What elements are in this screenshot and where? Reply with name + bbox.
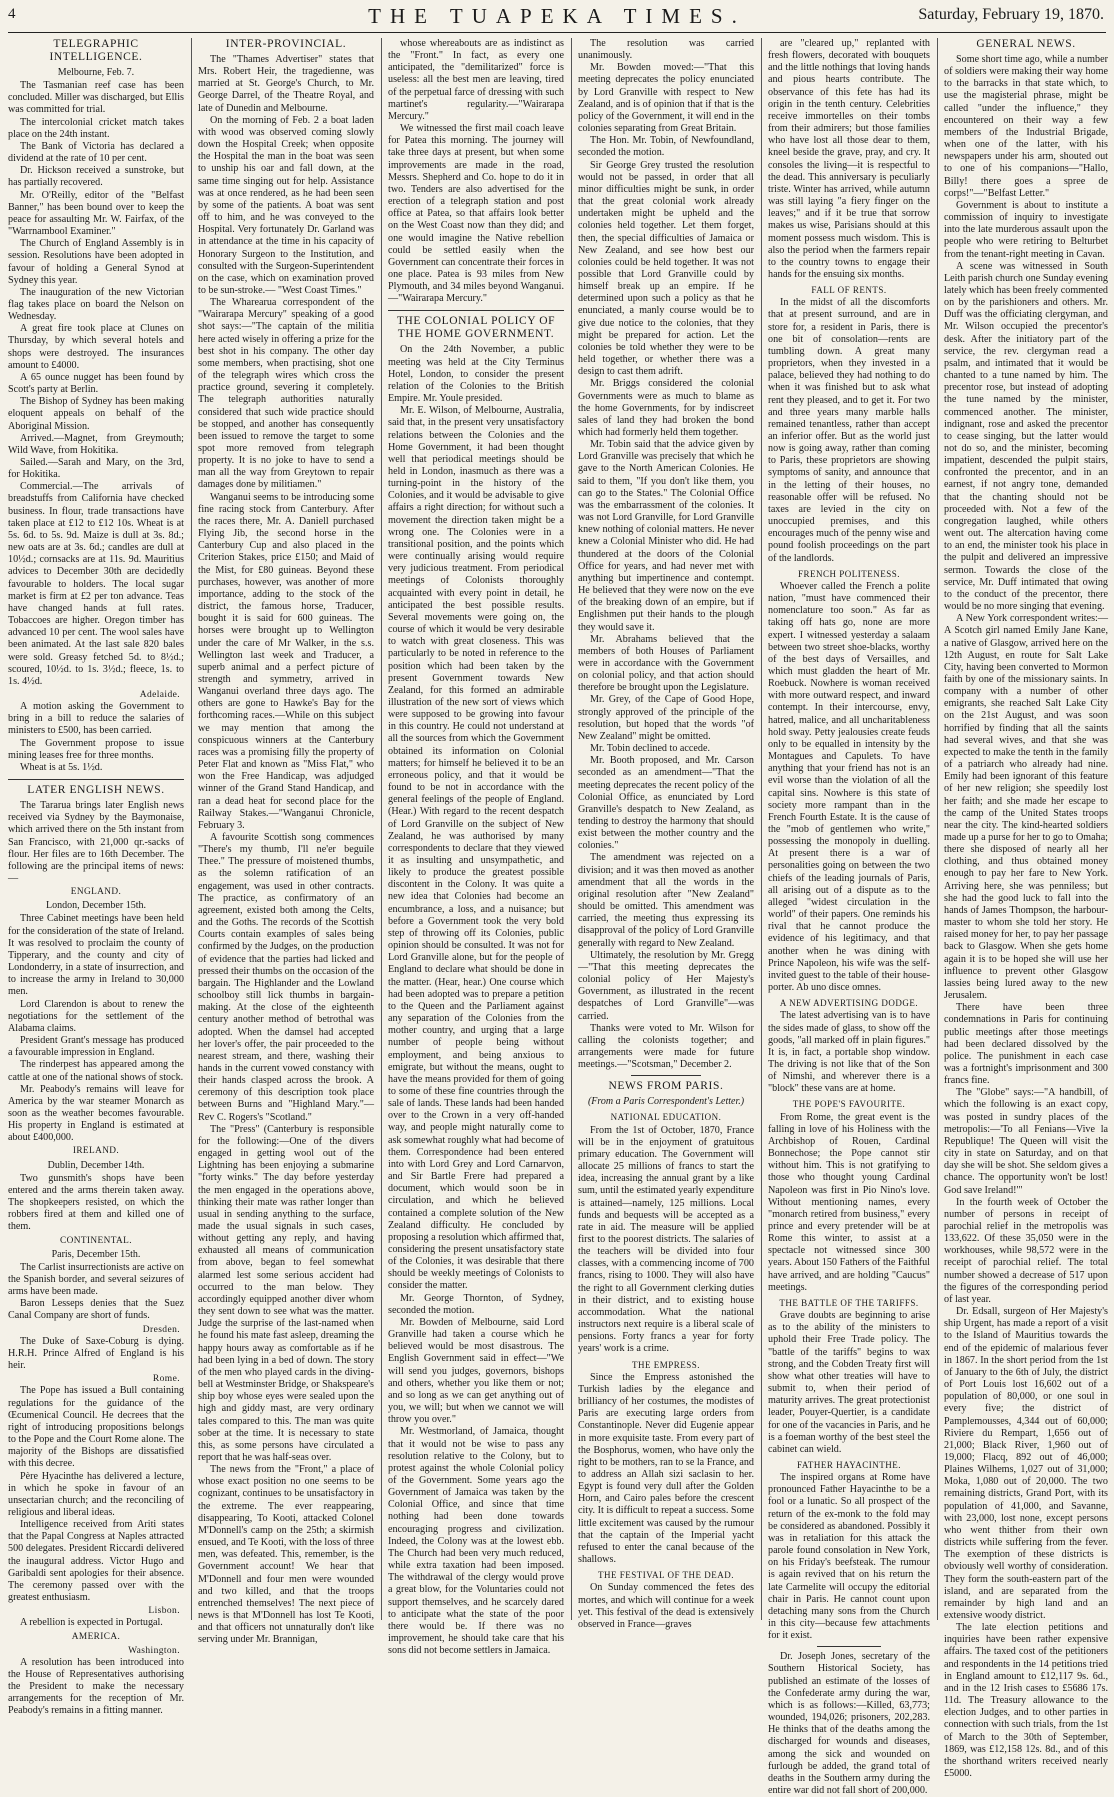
inter-provincial-continued (388, 38, 564, 305)
article-paragraph: Wanganui seems to be introducing some fine racing stock from Canterbury. After the races there, Mr. A. Daniell purchased Flying Jib, the second horse in the Canterbury Cup and also placed in the Criterion Stakes, price £150; and Maid of the Mist, for £80 guineas. Beyond these purchases, however, was another of more importance, adding to the stock of the district, the famous horse, Traducer, bought it is said for 600 guineas. The horses were brought up to Wellington under the care of Mr Walker, in the s.s. Wellington last week and Traducer, a superb animal and a perfect picture of strength and symmetry, arrived in Wanganui overland three days ago. The others are gone to Hawke's Bay for the forthcoming races.—While on this subject we may mention that among the conspicuous winners at the Canterbury races was a promising filly the property of Peter Flat and known as "Miss Flat," who won the Free Handicap, was adjudged winner of the Grand Stand Handicap, and ran a dead heat for second place for the Railway Stakes.—"Wanganui Chronicle, February 3. (198, 491, 374, 831)
article-paragraph: The Church of England Assembly is in session. Resolutions have been adopted in favour of holding a General Synod at Sydney this year. (8, 238, 184, 286)
subhead-pope: THE POPE'S FAVOURITE. (792, 1099, 906, 1110)
subhead-hyacinthe: FATHER HAYACINTHE. (796, 1459, 901, 1470)
article-paragraph: On Sunday commenced the fetes des mortes, and which will continue for a week yet. This festival of the dead is extensively observed in France—graves (578, 1582, 754, 1630)
article-paragraph: The news from the "Front," a place of whose exact position no one seems to be cognizant, continues to be unsatisfactory in the extreme. The ever reappearing, disappearing, To Kooti, attacked Colonel M'Donnell's camp on the 25th; a skirmish ensued, and Te Kooti, with the loss of three men, was defeated. This, remember, is the Government account! We hear that M'Donnell and four men were wounded and two killed, and that the troops entrenched themselves! The next piece of news is that M'Donnell has lost Te Kooti, and that officers not unnaturally don't like serving under Mr. Brannigan, (198, 1464, 374, 1646)
article-paragraph: Government is about to institute a commission of inquiry to investigate into the late murderous assault upon the people who were retiring to Belturbet from the tenant-right meeting in Cavan. (944, 199, 1108, 260)
article-paragraph: Wheat is at 5s. 1½d. (20, 761, 103, 773)
article-paragraph: are "cleared up," replanted with fresh flowers, decorated with bouquets and the little nothings that loving hands and pious hearts contribute. The observance of this fete has had its origin in the tenth century. Celebrities receive immortelles on their tombs from their admirers; but those families who have lost all those dear to them, kneel beside the grave, pray, and cry. It consoles the living—it is respectful to the dead. This anniversary is peculiarly triste. Winter has arrived, while autumn was still laying "a fiery finger on the leaves;" and if it be true that sorrow makes us wise, Parisians should at this moment possess much wisdom. This is also the period when the farmers repair to the country towns to engage their hands for the ensuing six months. (768, 38, 930, 280)
rome-paras (8, 1385, 184, 1604)
article-paragraph: A rebellion is expected in Portugal. (20, 1617, 163, 1629)
article-paragraph: Mr. Peabody's remains will leave for America by the war steamer Monarch as soon as the weather becomes favourable. His property in England is estimated at about £400,000. (8, 1083, 184, 1144)
empress-paras (578, 1372, 754, 1567)
article-paragraph: A New York correspondent writes:—A Scotch girl named Emily Jane Kane, a native of Glasgow, arrived here on the 12th August, en route for Salt Lake City, having been converted to Mormon faith by one of the missionary saints. In company with a number of other emigrants, she reached Salt Lake City on the 21st August, and was soon horrified by finding that all the saints had several wives, and that she was expected to make the tenth in the family of a patriarch who already had nine. Emily had been ignorant of this feature of her new religion; she speedily lost her faith; and she made her escape to the camp of the United States troops near the city. The kind-hearted soldiers made up a purse for her to go to Omaha; there she disposed of nearly all her clothing, and thus obtained money enough to pay her fare to New York. Arriving here, she was penniless; but she had the good luck to fall into the hands of James Thompson, the harbour-master to whom she told her story. He raised money for her, to pay her passage back to Glasgow. When she gets home again it is to be hoped she will use her influence to prevent other Glasgow lassies being lured away to the new Jerusalem. (944, 613, 1108, 1002)
article-paragraph: Mr. Tobin said that the advice given by Lord Granville was precisely that which he gave to the North American Colonies. He said to them, "If you don't like them, you can go to the States." The Colonial Office was the embarrassment of the colonies. It was not Lord Granville, for Lord Granville knew nothing of colonial matters. He never knew a Colonial Minister who did. He had thundered at the doors of the Colonial Office for years, and had never met with anything but impertinence and contempt. He believed that they were now on the eve of the breaking down of an empire, but if Englishmen put their hands to the plough they would save it. (578, 439, 754, 633)
newspaper-columns (8, 38, 1108, 1797)
colonial-policy-heading: THE COLONIAL POLICY OF THE HOME GOVERNMENT. (396, 315, 556, 341)
festival-continued (768, 38, 930, 281)
article-paragraph: The inspired organs at Rome have pronounced Father Hayacinthe to be a fool or a lunatic. So all prospect of the return of the ex-monk to the fold may be considered as abandoned. Possibly it was in retaliation for this attack the parole found consolation in New York, on his Friday's beefsteak. The rumour is again revived that on his return the late Carmelite will occupy the editorial chair in Paris. He cannot count upon detaching many sons from the Church in this city—because few attachments for it exist. (768, 1472, 930, 1642)
melbourne-paras (8, 80, 184, 688)
article-paragraph: Three Cabinet meetings have been held for the consideration of the state of Ireland. It was resolved to proclaim the county of Tipperary, and the county and city of Londonderry, in a state of insurrection, and to increase the army in Ireland to 30,000 men. (8, 913, 184, 998)
politeness-paras (768, 581, 930, 994)
dateline-london: London, December 15th. (46, 900, 146, 912)
masthead-rule (8, 32, 1106, 33)
later-english-heading: LATER ENGLISH NEWS. (27, 784, 165, 797)
article-paragraph: Mr. Briggs considered the colonial Governments were as much to blame as the home Governments, for by indiscreet sales of land they had broken the bond which had formerly held them together. (578, 378, 754, 438)
article-paragraph: Since the Empress astonished the Turkish ladies by the elegance and brilliancy of her costumes, the modistes of Paris are executing large orders from Constantinople. Never did Eugenie appear in more exquisite taste. From every part of the Bosphorus, women, who have only the right to be mothers, ran to se la France, and to address an Allah sizi saclasin to her. Egypt is found very dull after the Golden Horn, and Cairo pales before the crescent city. It is difficult to repeat a success. Some little excitement was caused by the rumour that the captain of the Imperial yacht refused to enter the canal because of the shallows. (578, 1371, 754, 1566)
article-paragraph: Mr. George Thornton, of Sydney, seconded the motion. (388, 1292, 564, 1316)
article-paragraph: Intelligence received from Ariti states that the Papal Congress at Naples attracted 500 delegates. President Riccardi delivered the inaugural address. Victor Hugo and Garibaldi sent apologies for their absence. The ceremony passed over with the greatest enthusiasm. (8, 1519, 184, 1604)
article-paragraph: In the midst of all the discomforts that at present surround, and are in store for, a resident in Paris, there is one bit of consolation—rents are tumbling down. A great many proprietors, when they invested in a palace, believed they had nothing to do when it was finished but to ask what rent they pleased, and to get it. For two and three years many marble halls remained tenantless, rather than accept an inferior offer. But as the world just now is going away, rather than coming to Paris, these proprietors are showing symptoms of sanity, and announce that in the letting of their houses, no reasonable offer will be refused. No taxes are levied in the city on unoccupied premises, and this encourages much of the penny wise and pound foolish proceedings on the part of the landlords. (768, 297, 930, 564)
article-paragraph: A motion asking the Government to bring in a bill to reduce the salaries of ministers to £500, has been carried. (8, 701, 184, 737)
paris-paras (8, 1262, 184, 1323)
column-rule (937, 38, 938, 1620)
article-paragraph: The "Globe" says:—"A handbill, of which the following is an exact copy, was posted in sundry places of the metropolis:—'To all Fenians—Vive la Republique! The Queen will visit the city in state on Saturday, and on that day she will be shot. She seldom gives a chance. The opportunity won't be lost! God save Ireland!'" (944, 1087, 1108, 1196)
america-paras (8, 1657, 184, 1718)
general-news-paras (944, 54, 1108, 1780)
article-paragraph: There have been three condemnations in Paris for continuing public meetings after those meetings had been declared dissolved by the police. The punishment in each case was a fortnight's imprisonment and 300 francs fine. (944, 1002, 1108, 1087)
column-4 (578, 38, 754, 1630)
article-paragraph: From Rome, the great event is the falling in love of his Holiness with the Archbishop of Rouen, Cardinal Bonnechose; the Pope cannot stir without him. This is not gratifying to those who thought young Cardinal Napoleon was first in Pio Nino's love. Without mentioning names, every "monarch retired from business," every prince and every pretender will be at Rome this winter, to assist at a spectacle not witnessed since 300 years. About 150 Fathers of the Faithful have arrived, and are holding "Caucus" meetings. (768, 1111, 930, 1293)
paris-subtitle: (From a Paris Correspondent's Letter.) (587, 1096, 745, 1108)
article-paragraph: The Hon. Mr. Tobin, of Newfoundland, seconded the motion. (578, 135, 754, 159)
general-news-heading: GENERAL NEWS. (976, 38, 1076, 50)
article-paragraph: Lord Clarendon is about to renew the negotiations for the settlement of the Alabama claims. (8, 998, 184, 1034)
section-divider (631, 1075, 701, 1076)
article-paragraph: The Carlist insurrectionists are active on the Spanish border, and several seizures of arms have been made. (8, 1261, 184, 1298)
article-paragraph: whose whereabouts are as indistinct as the "Front." In fact, as every one anticipated, the "demilitarized" force is useless: all the best men are leaving, tired of the perpetual farce of dressing with such martinet's regularity.—"Wairarapa Mercury." (388, 38, 564, 122)
article-paragraph: Thanks were voted to Mr. Wilson for calling the colonists together; and arrangements were made for future meetings.—"Scotsman," December 2. (578, 1022, 754, 1071)
article-paragraph: The inauguration of the new Victorian flag takes place on board the Nelson on Wednesday. (8, 286, 184, 323)
telegraphic-heading: TELEGRAPHIC INTELLIGENCE. (49, 38, 143, 63)
article-paragraph: The Bank of Victoria has declared a dividend at the rate of 10 per cent. (8, 140, 184, 165)
dodge-paras (768, 1010, 930, 1095)
dateline-melbourne: Melbourne, Feb. 7. (57, 67, 135, 78)
article-paragraph: Dr. Edsall, surgeon of Her Majesty's ship Urgent, has made a report of a visit to the Island of Mauritius towards the end of the epidemic of malarious fever in 1867. In the short period from the 1st of January to the 6th of July, the district of Port Louis lost 16,602 out of a population of 80,000, or one soul in every five; the district of Pamplemousses, 4,344 out of 60,000; Riviere du Rempart, 1,656 out of 21,000; Black River, 1,960 out of 19,000; Flacq, 892 out of 46,000; Plaines Wilhems, 1,027 out of 31,000; Moka, 1,080 out of 20,000. The two remaining districts, Grand Port, with its population of 41,000, and Savanne, with 23,000, lost none, except persons who went thither from their own districts while suffering from the fever. The exemption of these districts is obviously well worthy of consideration. They form the south-eastern part of the island, and are separated from the remainder by high land and an extensive woody district. (944, 1306, 1108, 1621)
page-number: 4 (8, 6, 16, 22)
subhead-dodge: A NEW ADVERTISING DODGE. (779, 998, 919, 1009)
column-rule (381, 38, 382, 1620)
dresden-paras (8, 1336, 184, 1372)
article-paragraph: The "Press" (Canterbury is responsible for the following:—One of the divers engaged in getting wool out of the Lightning has been enjoying a submarine "forty winks." The day before yesterday the men engaged in the operations above, thinking their mate was rather longer than usual in sending anything to the surface, made the usual signals in such cases, without getting any reply, and having exhausted all means of communication from above, began to feel somewhat alarmed lest some serious accident had occurred to the man below. They accordingly equipped another diver whom they sent down to see what was the matter. Judge the surprise of the last-named when he found his mate fast asleep, dreaming the happy hours away as comfortable as if he had been lying in a bed of down. The story of the men who played cards in the diving-bell at Westminster Bridge, or Shakspeare's ship boy whose eyes were sealed upon the high and giddy mast, are very ordinary tales compared to this. The man was quite sober at the time. It is necessary to state this, as some persons have circulated a report that he was half-seas over. (198, 1123, 374, 1463)
column-rule (191, 38, 192, 1620)
article-paragraph: Baron Lesseps denies that the Suez Canal Company are short of funds. (8, 1298, 184, 1322)
article-paragraph: Dr. Joseph Jones, secretary of the Southern Historical Society, has published an estimate of the losses of the Confederate army during the war, which is as follows:—Killed, 63,773; wounded, 194,026; prisoners, 202,283. He thinks that of the deaths among the discharged for wounds and diseases, among the sick and wounded on furlough be added, the grand total of deaths in the Southern army during the entire war did not fall short of 200,000. (768, 1651, 930, 1797)
pope-paras (768, 1112, 930, 1294)
article-paragraph: The late election petitions and inquiries have been rather expensive affairs. The taxed cost of the petitioners and respondents in the 14 petitions tried in England amount to £12,117 9s. 6d., and in the 12 Irish cases to £5686 17s. 11d. The Treasury allowance to the election Judges, and to other parties in connection with such trials, from the 1st of March to the 30th of September, 1869, was £12,158 12s. 8d., and of this the shorthand writers received nearly £5000. (944, 1622, 1108, 1780)
article-paragraph: Mr. Grey, of the Cape of Good Hope, strongly approved of the principle of the resolution, but hoped that the words "of New Zealand" might be omitted. (578, 694, 754, 742)
article-paragraph: In the fourth week of October the number of persons in receipt of parochial relief in the metropolis was 133,622. Of these 35,050 were in the workhouses, while 98,572 were in the receipt of parochial relief. The total number showed a decrease of 517 upon the figures of the corresponding period of last year. (944, 1196, 1108, 1305)
article-paragraph: A scene was witnessed in South Leith parish church one Sunday evening lately which has been freely commented on by the parishioners and others. Mr. Duff was the officiating clergyman, and Mr. Wilson occupied the precentor's desk. After the initiatory part of the service, the rev. clergyman read a psalm, and intimated that it would be chanted to a tune named by him. The precentor rose, but instead of adopting the tune named by the minister, commenced another. The minister, indignant, rose and asked the precentor to cease singing, but the latter would not do so, and the minister, becoming impatient, descended the pulpit stairs, confronted the precentor, and in an earnest, if not angry tone, demanded that the chanting should not be proceeded with. Not a few of the congregation laughed, while others went out. The altercation having come to an end, the minister took his place in the pulpit and delivered an impressive sermon. Towards the close of the service, Mr. Duff intimated that owing to the conduct of the precentor, there would be no more singing that evening. (944, 260, 1108, 613)
colonial-policy-continued (578, 38, 754, 1071)
article-paragraph: The Government propose to issue mining leases free for three months. (8, 737, 184, 761)
colonial-policy-paras (388, 344, 564, 1657)
dateline-paris: Paris, December 15th. (51, 1248, 141, 1260)
article-paragraph: We witnessed the first mail coach leave for Patea this morning. The journey will take three days at present, but when some improvements are made in the road, Messrs. Shepherd and Co. hope to do it in two. Tenders are also advertised for the erection of a telegraph station and post office at Patea, so that affairs look better on the West Coast now than they did; and one would imagine the Native rebellion could be settled easily when the Government can concentrate their forces in one place. Patea is 93 miles from New Plymouth, and 34 miles beyond Wanganui.—"Wairarapa Mercury." (388, 123, 564, 305)
england-heading: ENGLAND. (70, 887, 122, 898)
article-paragraph: A resolution has been introduced into the House of Representatives authorising the President to make the necessary arrangements for the reception of Mr. Peabody's remains in a fitting manner. (8, 1656, 184, 1717)
article-paragraph: The Tasmanian reef case has been concluded. Miller was discharged, but Ellis was committed for trial. (8, 80, 184, 116)
article-paragraph: Mr. Abrahams believed that the members of both Houses of Parliament were in accordance with the Government on colonial policy, and that action should therefore be brought upon the Legislature. (578, 633, 754, 694)
place-adelaide: Adelaide. (139, 689, 180, 700)
masthead (0, 0, 1114, 34)
place-lisbon: Lisbon. (148, 1606, 180, 1617)
section-divider (817, 1646, 882, 1647)
article-paragraph: Mr. E. Wilson, of Melbourne, Australia, said that, in the present very unsatisfactory relations between the Colonies and the Home Government, it had been thought well that periodical meetings should be held in London, inasmuch as there was a turning-point in the history of the Colonies, and it would be advisable to give affairs a right direction; for without such a movement the direction taken might be a wrong one. The Colonies were in a transitional position, and the points which were continually arising would require very judicious treatment. From periodical meetings of Colonists thoroughly acquainted with every point in detail, he anticipated the best possible results. Several movements were going on, the course of which it would be very desirable to watch with great closeness. This was particularly to be noted in reference to the position which had been taken by the present Government towards New Zealand, for this formed an admirable illustration of the new sort of views which were supposed to be growing into favour in this country. He could not understand at all the sources from which the Government obtained its information on Colonial matters; for himself he believed it to be an erroneous policy, and that it would be found to be not in accordance with the general feelings of the people of England. (Hear.) With regard to the recent despatch of Lord Granville on the subject of New Zealand, he was authorised by many correspondents to declare that they viewed it as insulting and unsympathetic, and likely to produce the greatest possible discontent in the Colony. It was quite a new idea that Colonies had become an encumbrance, a loss, and a nuisance; but before a Government took the very bold step of throwing off its Colonies, public opinion should be consulted. It was not for Lord Granville alone, but for the people of England to declare what should be done in the matter. (Hear, hear.) One course which had been adopted was to prepare a petition to the Queen and the Parliament against any separation of the Colonies from the mother country, and urging that a large number of people being without employment, and being anxious to emigrate, but without the means, ought to have the means provided for them of going to some of these fine countries through the sale of lands. These lands had been handed over to the Crown in a very off-handed way, and people might naturally come to ask somewhat roughly what had become of them. Correspondence had been entered into with Lord Grey and Lord Carnarvon, and Sir Bartle Frere had prepared a document, which would soon be in circulation, and which he believed contained a complete solution of the New Zealand difficulty. He concluded by proposing a resolution which affirmed that, considering the present unsatisfactory state of the Colonies, it was desirable that there should be weekly meetings of Colonists to consider the matter. (388, 405, 564, 1292)
article-paragraph: Sailed.—Sarah and Mary, on the 3rd, for Hokitika. (8, 457, 184, 481)
ireland-paras (8, 1173, 184, 1234)
column-2 (198, 38, 374, 1646)
lisbon-paras (8, 1617, 184, 1629)
article-paragraph: The Tararua brings later English news received via Sydney by the Baymonaise, which arrived there on the 5th instant from San Francisco, with 21,000 qr.-sacks of flour. Her files are to 16th December. The following are the principal items of news:— (8, 800, 184, 884)
news-from-paris-heading: NEWS FROM PARIS. (608, 1080, 724, 1093)
jones-paras (768, 1651, 930, 1797)
article-paragraph: From the 1st of October, 1870, France will be in the enjoyment of gratuitous primary education. The Government will allocate 25 millions of francs to start the idea, increasing the annual grant by a like sum, until the estimated yearly expenditure is attained—namely, 125 millions. Local funds and bequests will be accepted as a rate in aid. The measure will be applied first to the poorest districts. The salaries of the teachers will be divided into four classes, with a commencing income of 700 francs, rising to 1000. They will also have the right to all Government clerking duties in their district, and to existing house accommodation. What the national instructors next require is a liberal scale of pensions. Forty francs a year for forty years' work is a crime. (578, 1124, 754, 1355)
article-paragraph: A favourite Scottish song commences "There's my thumb, I'll ne'er beguile Thee." The pressure of moistened thumbs, as the solemn ratification of an engagement, was used in other contracts. The practice, as confirmatory of an agreement, existed both among the Celts, and the Goths. The records of the Scottish Courts contain examples of sales being confirmed by the Judges, on the production of evidence that the parties had licked and pressed their thumbs on the occasion of the bargain. The Highlander and the Lowland schoolboy still lick thumbs in bargain-making. At the close of the eighteenth century another method of betrothal was adopted. When the damsel had accepted her lover's offer, the pair proceeded to the nearest stream, and there, washing their hands in the current vowed constancy with their hands clasped across the brook. A ceremony of this description took place between Burns and "Highland Mary."—Rev C. Rogers's "Scotland." (198, 832, 374, 1123)
subhead-rents: FALL OF RENTS. (811, 285, 887, 296)
rents-paras (768, 297, 930, 564)
section-divider (8, 779, 184, 780)
subhead-tariffs: THE BATTLE OF THE TARIFFS. (779, 1297, 919, 1308)
article-paragraph: The amendment was rejected on a division; and it was then moved as another amendment that all the words in the original resolution after "New Zealand" should be omitted. This amendment was carried, the meeting thus expressing its disapproval of the policy of Lord Granville generally with regard to New Zealand. (578, 852, 754, 949)
article-paragraph: Mr. O'Reilly, editor of the "Belfast Banner," has been bound over to keep the peace for assaulting Mr. W. Fairfax, of the "Warrnambool Examiner." (8, 189, 184, 238)
article-paragraph: Mr. Tobin declined to accede. (590, 743, 710, 755)
article-paragraph: Whoever called the French a polite nation, "must have commenced their nomenclature too soon." As far as taking off hats go, none are more expert. I witnessed yesterday a salaam between two street shoe-blacks, worthy of the best days of Versailles, and which must gladden the heart of Mr. Roebuck. Nowhere is woman received with more outward respect, and inward contempt. In their intercourse, envy, hatred, malice, and all uncharitableness hold sway. Petty jealousies create feuds only to be equalled in intensity by the Montagues and Capulets. To have anything that your friend has not is an evil worse than the violation of all the capital sins. Nowhere is this state of society more rampant than in the French Fourth Estate. It is the cause of the "mob of gentlemen who write," possessing the monopoly in duelling. At present there is a war of personalities going on between the two chiefs of the leading journals of Paris, all arising out of a dispute as to the alleged "widest circulation in the world" of their papers. One reminds his rival that he cannot produce the evidence of his legitimacy, and that another when he was dining with Prince Napoleon, his wife was the self-invited guest to the table of their house-porter. Ab uno disce omnes. (768, 580, 930, 994)
column-5 (768, 38, 930, 1797)
subhead-education: NATIONAL EDUCATION. (610, 1112, 722, 1123)
article-paragraph: The "Thames Advertiser" states that Mrs. Robert Heir, the tragedienne, was married at St. George's Church, to Mr. George Darrel, of the Theatre Royal, and late of Dunedin and Melbourne. (198, 54, 374, 114)
place-dresden: Dresden. (142, 1324, 180, 1335)
article-paragraph: Arrived.—Magnet, from Greymouth; Wild Wave, from Hokitika. (8, 432, 184, 456)
issue-date: Saturday, February 19, 1870. (918, 6, 1104, 23)
article-paragraph: Mr. Bowden moved:—"That this meeting deprecates the policy enunciated by Lord Granville with respect to New Zealand, and is of opinion that if that is the policy of the Government, it will end in the colonies separating from Great Britain. (578, 62, 754, 135)
ireland-heading: IRELAND. (72, 1146, 120, 1157)
adelaide-paras (8, 701, 184, 774)
article-paragraph: Sir George Grey trusted the resolution would not be passed, in order that all minor difficulties might be sunk, in order that the great colonial work already undertaken might be upheld and the colonies held together. Let them forget, then, the special difficulties of Jamaica or New Zealand, and see how best our colonies could be held together. It was not possible that Lord Granville could by himself break up an empire. If he determined upon such a policy as that he enunciated, a manly course would be to give due notice to the colonies, that they might be prepared for action. Let the colonies be told whether they were to be held together, or whether there was a design to cast them adrift. (578, 159, 754, 378)
article-paragraph: The intercolonial cricket match takes place on the 24th instant. (8, 116, 184, 140)
article-paragraph: A 65 ounce nugget has been found by Scott's party at Berlin. (8, 371, 184, 396)
article-paragraph: Two gunsmith's shops have been entered and the arms therein taken away. The shopkeepers resisted, on which the robbers fired at them and killed one of them. (8, 1172, 184, 1233)
hyacinthe-paras (768, 1472, 930, 1642)
article-paragraph: On the morning of Feb. 2 a boat laden with wood was observed coming slowly down the Hospital Creek; when opposite the Hospital the man in the boat was seen to unship his oar and fall down, at the same time singing out for help. Assistance was at once rendered, as he had been seen by some of the patients. A boat was sent off to him, and he was conveyed to the Hospital. Very fortunately Dr. Garland was in attendance at the time in his capacity of Honorary Surgeon to the Institution, and consulted with the Surgeon-Superintendent on the case, which on examination proved to be sun-stroke.— "West Coast Times." (198, 114, 374, 296)
column-1 (8, 38, 184, 1717)
column-6 (944, 38, 1108, 1780)
article-paragraph: Grave doubts are beginning to arise as to the ability of the ministers to uphold their Free Trade policy. The "battle of the tariffs" begins to wax strong, and the Cobden Treaty first will show what other treaties will have to submit to, when their period of maturity arrives. The great protectionist leader, Pouyer-Quertier, is a candidate for one of the vacancies in Paris, and he is a foeman worthy of the best steel the cabinet can wield. (768, 1310, 930, 1455)
festival-paras (578, 1582, 754, 1631)
dateline-dublin: Dublin, December 14th. (47, 1159, 145, 1171)
inter-provincial-paras (198, 54, 374, 1646)
subhead-politeness: FRENCH POLITENESS. (797, 568, 900, 579)
article-paragraph: The Wharearua correspondent of the "Wairarapa Mercury" speaking of a good shot says:—"The captain of the militia here acted wisely in offering a prize for the best shot in his company. The other day some members, when practising, shot one of the telegraph wires which cross the practice ground, severing it completely. The telegraph authorities naturally considered that such wide practice should be stopped, and another has consequently been issued to remove the target to some spot more removed from telegraph property. It is no joke to have to send a man all the way from Greytown to repair damages done by militiamen." (198, 297, 374, 491)
article-paragraph: A great fire took place at Clunes on Thursday, by which several hotels and shops were destroyed. The insurances amount to £4000. (8, 323, 184, 371)
article-paragraph: The Pope has issued a Bull containing regulations for the guidance of the Œcumenical Council. He decrees that the right of introducing propositions belongs to the Pope and the Court Rome alone. The majority of the Bishops are dissatisfied with this decree. (8, 1385, 184, 1470)
article-paragraph: Mr. Westmorland, of Jamaica, thought that it would not be wise to pass any resolution relative to the Colony, but to protest against the whole Colonial policy of the Government. Some years ago the Government of Jamaica was taken by the Colonial Office, and since that time nothing had been done towards encouraging progress and civilization. Indeed, the Colony was at the lowest ebb. The Church had been very much reduced, while extra taxation had been imposed. The withdrawal of the clergy would prove a great blow, for the Voluntaries could not support themselves, and he scarcely dared to anticipate what the state of the poor there would be. If there was no improvement, he should take care that his sons did not become settlers in Jamaica. (388, 1426, 564, 1657)
column-rule (761, 38, 762, 1620)
inter-provincial-heading: INTER-PROVINCIAL. (225, 38, 347, 50)
article-paragraph: The Bishop of Sydney has been making eloquent appeals on behalf of the Aboriginal Mission. (8, 396, 184, 432)
place-washington: Washington. (128, 1645, 180, 1656)
column-3 (388, 38, 564, 1657)
newspaper-title: THE TUAPEKA TIMES. (368, 4, 746, 28)
education-paras (578, 1125, 754, 1356)
article-paragraph: The latest advertising van is to have the sides made of glass, to show off the goods, "all marked off in plain figures." It is, in fact, a portable shop window. The driving is not like that of the Son of Nimshi, and wherever there is a "block" these vans are at home. (768, 1010, 930, 1095)
article-paragraph: The rinderpest has appeared among the cattle at one of the national shows of stock. (8, 1059, 184, 1083)
place-rome: Rome. (152, 1374, 180, 1385)
article-paragraph: President Grant's message has produced a favourable impression in England. (8, 1035, 184, 1059)
article-paragraph: Mr. Booth proposed, and Mr. Carson seconded as an amendment—"That the meeting deprecates the recent policy of the Colonial Office, as enunciated by Lord Granville's despatch to New Zealand, as tending to destroy the harmony that should exist between the mother country and the colonies." (578, 755, 754, 852)
subhead-festival: THE FESTIVAL OF THE DEAD. (597, 1570, 735, 1581)
article-paragraph: Some short time ago, while a number of soldiers were making their way home to the barracks in that state which, to use the magisterial phrase, might be called "under the influence," they encountered on their way a few members of the Industrial Brigade, when one of the latter, with his newspapers under his arm, shouted out to one of his companions—"Hallo, Billy! there goes a spree de corps!"—"Belfast Letter." (944, 54, 1108, 199)
article-paragraph: Dr. Hickson received a sunstroke, but has partially recovered. (8, 165, 184, 189)
later-paras (8, 800, 184, 885)
america-heading: AMERICA. (71, 1631, 121, 1642)
tariffs-paras (768, 1310, 930, 1456)
section-divider (388, 310, 564, 311)
continental-heading: CONTINENTAL. (60, 1235, 132, 1246)
article-paragraph: Père Hyacinthe has delivered a lecture, in which he spoke in favour of an unsectarian church; and the reconciling of religious and liberal ideas. (8, 1470, 184, 1518)
column-rule (571, 38, 572, 1620)
article-paragraph: The Duke of Saxe-Coburg is dying. H.R.H. Prince Alfred of England is his heir. (8, 1335, 184, 1372)
article-paragraph: Commercial.—The arrivals of breadstuffs from California have checked business. In flour, trade transactions have taken place at £12 to £12 10s. Wheat is at 5s. 6d. to 5s. 9d. Maize is dull at 3s. 8d.; new oats are at 3s. 6d.; candles are dull at 10½d.; cornsacks are at 11s. 9d. Mauritius advices to December 30th are decidedly favourable to holders. The local sugar market is firm at £2 per ton advance. Teas have changed hands at full rates. Tobaccoes are higher. Oregon timber has advanced 10 per cent. The wool sales have been animated. At the last sale 820 bales were sold. Greasy fetched 5d. to 8½d.; scoured, 10½d. to 1s. 3½d.; fleece, 1s. to 1s. 4½d. (8, 481, 184, 687)
subhead-empress: THE EMPRESS. (631, 1359, 700, 1370)
article-paragraph: The resolution was carried unanimously. (578, 38, 754, 62)
article-paragraph: On the 24th November, a public meeting was held at the City Terminus Hotel, London, to consider the present relation of the Colonies to the British Empire. Mr. Youle presided. (388, 344, 564, 405)
england-paras (8, 913, 184, 1144)
article-paragraph: Mr. Bowden of Melbourne, said Lord Granville had taken a course which he believed would be most disastrous. The English Government said in effect—"We will send you judges, governors, bishops and others, whether you like them or not; and so long as we can get anything out of you, we will; but when we cannot we will throw you over." (388, 1316, 564, 1426)
article-paragraph: Ultimately, the resolution by Mr. Gregg—"That this meeting deprecates the colonial policy of Her Majesty's Government, as illustrated in the recent despatches of Lord Granville"—was carried. (578, 949, 754, 1022)
